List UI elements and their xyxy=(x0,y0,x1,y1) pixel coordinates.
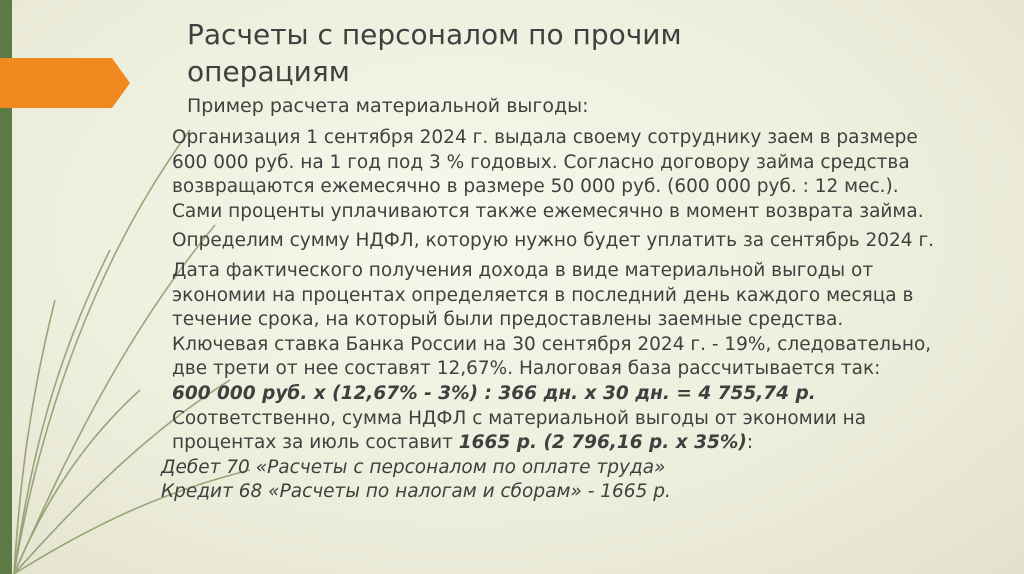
text-line: Сами проценты уплачиваются также ежемесячно в момент возврата займа. xyxy=(172,200,924,222)
paragraph-calculation xyxy=(161,259,1002,505)
tax-base-formula: 600 000 руб. х (12,67% - 3%) : 366 дн. х 30 дн. = 4 755,74 р. xyxy=(172,382,816,404)
text-line: Определим сумму НДФЛ, которую нужно будет уплатить за сентябрь 2024 г. xyxy=(172,230,935,252)
text-line: течение срока, на который были предоставлены заемные средства. xyxy=(172,309,844,331)
text-line: Соответственно, сумма НДФЛ с материальной выгоды от экономии на xyxy=(172,407,867,429)
tax-amount-formula: 1665 р. (2 796,16 р. х 35%) xyxy=(458,432,747,454)
text-line: Дата фактического получения дохода в виде материальной выгоды от xyxy=(172,259,874,281)
text-fragment: : xyxy=(746,432,754,454)
slide-subtitle: Пример расчета материальной выгоды: xyxy=(187,95,589,117)
text-line: экономии на процентах определяется в последний день каждого месяца в xyxy=(172,284,914,306)
text-line: две трети от нее составят 12,67%. Налоговая база рассчитывается так: xyxy=(172,358,881,380)
slide-title xyxy=(187,16,887,90)
paragraph-loan-terms xyxy=(172,126,1002,224)
paragraph-task xyxy=(172,229,1002,254)
text-line: Ключевая ставка Банка России на 30 сентября 2024 г. - 19%, следовательно, xyxy=(172,333,932,355)
text-line-tax-amount xyxy=(172,431,1002,456)
text-line: Организация 1 сентября 2024 г. выдала своему сотруднику заем в размере xyxy=(172,127,918,148)
debit-entry: Дебет 70 «Расчеты с персоналом по оплате труда» xyxy=(161,456,666,478)
slide-body xyxy=(161,126,1002,505)
credit-entry: Кредит 68 «Расчеты по налогам и сборам» - 1665 р. xyxy=(161,481,671,503)
text-line: 600 000 руб. на 1 год под 3 % годовых. Согласно договору займа средства xyxy=(172,151,910,173)
text-fragment: процентах за июль составит xyxy=(172,432,459,454)
text-line: возвращаются ежемесячно в размере 50 000 руб. (600 000 руб. : 12 мес.). xyxy=(172,176,899,198)
orange-arrow-marker xyxy=(0,58,130,108)
title-line-2: операциям xyxy=(187,55,350,88)
title-line-1: Расчеты с персоналом по прочим xyxy=(187,18,682,51)
